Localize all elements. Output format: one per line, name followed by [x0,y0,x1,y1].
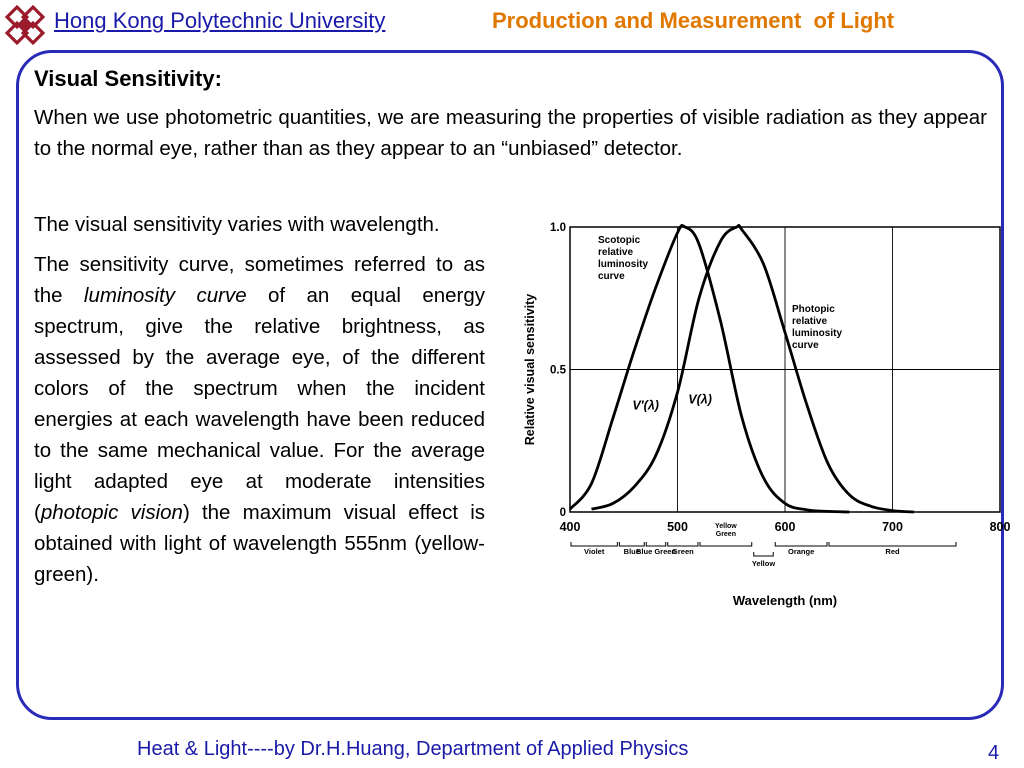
x-tick-label: 700 [882,520,903,534]
paragraph-1: The visual sensitivity varies with wavelength. [34,213,440,236]
band-label-line: Green [715,531,736,538]
band-bracket [829,542,956,546]
band-bracket [754,552,774,556]
p2-text-1: The sensitivity curve, sometimes referred to as the [34,253,485,307]
band-bracket [775,542,827,546]
slide-heading: Visual Sensitivity: [34,66,222,91]
scotopic-label [598,235,648,282]
scotopic-label-line: luminosity [598,259,649,270]
x-tick-label: 500 [667,520,688,534]
band-bracket [619,542,644,546]
x-tick-label: 400 [559,520,581,534]
band-bracket [571,542,617,546]
band-label: Blue [623,547,640,556]
scotopic-label-line: Scotopic [598,235,641,246]
paragraph-2 [34,249,485,590]
scotopic-label-line: curve [598,271,625,282]
p2-text-2: of an equal energy spectrum, give the relative brightness, as assessed by the average eye, of the different colors of the spectrum when the incident energies at each wavelength have been reduced to the same mechanical value. For the average light adapted eye at moderate intensities ( [34,284,485,524]
photopic-symbol: V(λ) [688,392,712,407]
photopic-label-line: relative [792,316,828,327]
photopic-label-line: curve [792,340,819,351]
course-title: Production and Measurement of Light [492,8,895,33]
band-label: Red [885,547,900,556]
y-tick-label: 0 [559,507,566,519]
band-label: Violet [584,547,605,556]
x-tick-label: 800 [989,520,1010,534]
scotopic-label-line: relative [598,247,634,258]
p2-italic-2: photopic vision [40,501,183,524]
intro-paragraph: When we use photometric quantities, we are measuring the properties of visible radiation as they appear to the normal eye, rather than as they appear to an “unbiased” detector. [34,106,987,160]
scotopic-symbol: V′(λ) [632,398,659,413]
y-tick-label: 0.5 [550,364,566,377]
y-axis-label: Relative visual sensitivity [523,293,537,446]
band-label: Yellow [751,559,776,568]
left-column [34,209,485,599]
university-link[interactable]: Hong Kong Polytechnic University [54,8,386,33]
photopic-label-line: luminosity [792,328,843,339]
band-bracket [646,542,666,546]
band-bracket [668,542,698,546]
p2-text-3: ) the maximum visual effect is obtained with light of wavelength 555nm (yellow-green). [34,501,485,586]
band-label-line: Yellow [714,523,737,530]
page-number: 4 [988,742,1000,764]
photopic-label-line: Photopic [792,304,835,315]
photopic-label [792,304,842,351]
footer-text: Heat & Light----by Dr.H.Huang, Department of Applied Physics [137,738,689,760]
band-label [715,523,737,538]
band-label: Orange [787,547,815,556]
luminosity-chart [510,210,1010,620]
band-label: Green [672,547,694,556]
y-tick-label: 1.0 [550,222,566,234]
x-tick-label: 600 [774,520,796,534]
band-bracket [700,542,752,546]
p2-italic-1: luminosity curve [83,284,247,307]
x-axis-label: Wavelength (nm) [732,593,838,608]
band-label: Blue Green [635,547,677,556]
university-logo [2,2,48,48]
